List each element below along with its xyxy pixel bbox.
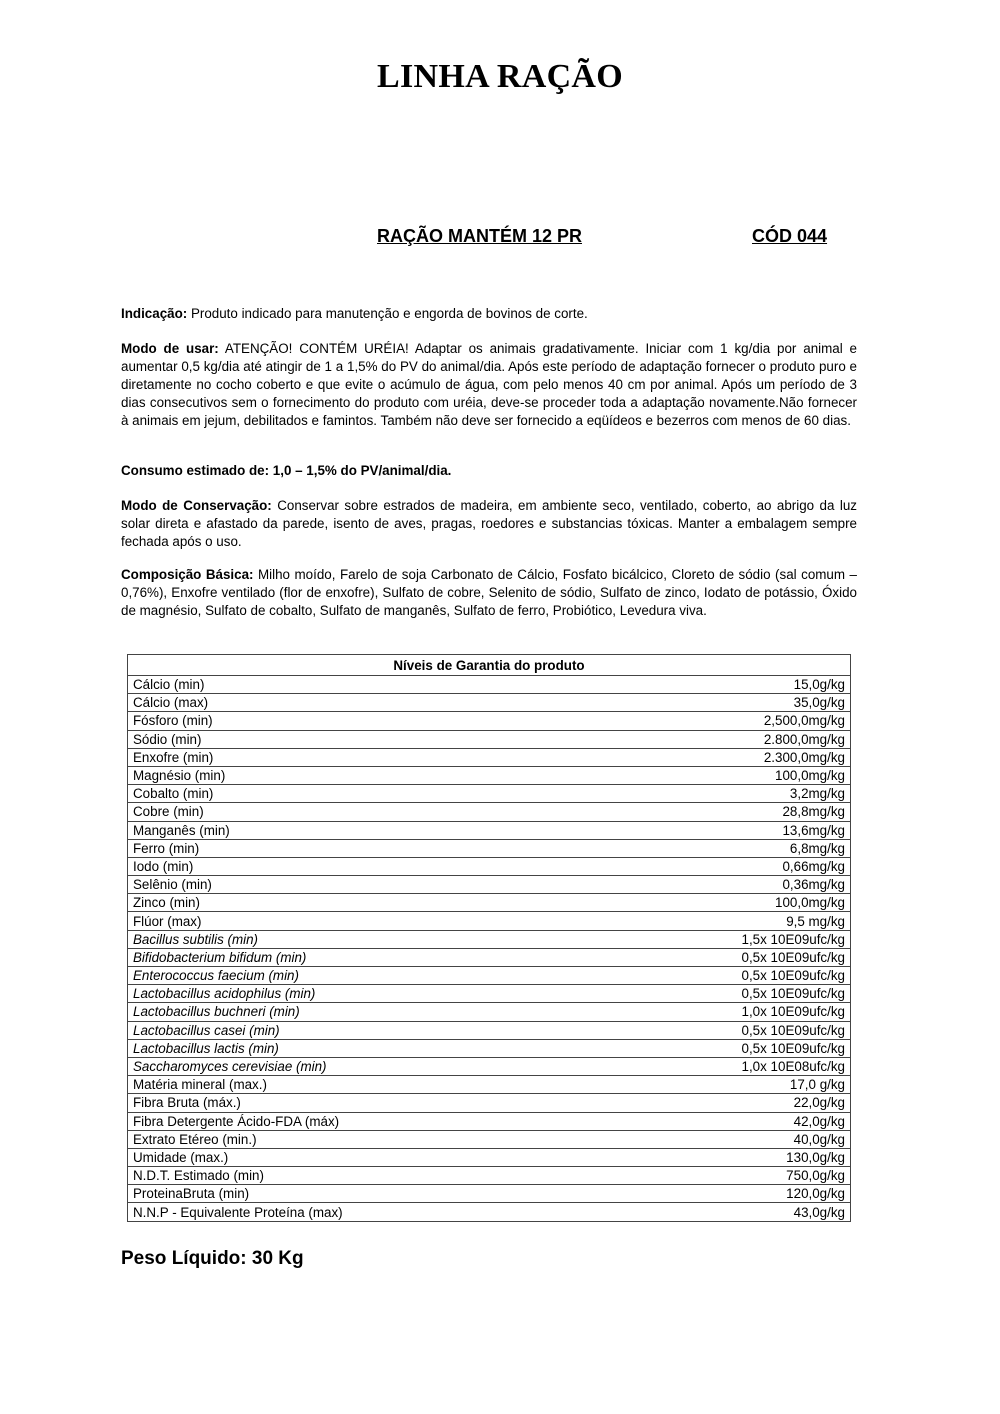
nutrient-value: 0,5x 10E09ufc/kg xyxy=(604,948,851,966)
nutrient-name: Saccharomyces cerevisiae (min) xyxy=(128,1057,604,1075)
nutrient-name: N.N.P - Equivalente Proteína (max) xyxy=(128,1203,604,1221)
nutrient-name: Manganês (min) xyxy=(128,821,604,839)
nutrient-value: 1,0x 10E08ufc/kg xyxy=(604,1057,851,1075)
page-title: LINHA RAÇÃO xyxy=(376,58,624,95)
nutrient-value: 0,5x 10E09ufc/kg xyxy=(604,1039,851,1057)
table-row xyxy=(128,1167,851,1185)
table-row xyxy=(128,948,851,966)
table-row xyxy=(128,912,851,930)
nutrient-name: Flúor (max) xyxy=(128,912,604,930)
nutrient-name: Magnésio (min) xyxy=(128,766,604,784)
nutrient-value: 2,500,0mg/kg xyxy=(604,712,851,730)
net-weight: Peso Líquido: 30 Kg xyxy=(121,1248,304,1269)
table-row xyxy=(128,839,851,857)
nutrient-name: Lactobacillus lactis (min) xyxy=(128,1039,604,1057)
nutrient-name: Bifidobacterium bifidum (min) xyxy=(128,948,604,966)
nutrient-value: 3,2mg/kg xyxy=(604,785,851,803)
nutrient-value: 0,5x 10E09ufc/kg xyxy=(604,985,851,1003)
table-row xyxy=(128,1076,851,1094)
table-row xyxy=(128,1094,851,1112)
modo-de-usar-label: Modo de usar: xyxy=(121,341,219,356)
table-row xyxy=(128,894,851,912)
consumo-text: Consumo estimado de: 1,0 – 1,5% do PV/animal/dia. xyxy=(121,463,452,478)
nutrient-name: Lactobacillus casei (min) xyxy=(128,1021,604,1039)
nutrient-value: 0,5x 10E09ufc/kg xyxy=(604,1021,851,1039)
conservacao-text: Conservar sobre estrados de madeira, em ambiente seco, ventilado, coberto, ao abrigo da luz solar direta e afastado da parede, isento de aves, pragas, roedores e substancias tóxicas. Manter a embalagem sempre fechada após o uso. xyxy=(121,498,858,549)
composicao-text: Milho moído, Farelo de soja Carbonato de Cálcio, Fosfato bicálcico, Cloreto de sódio (sal comum – 0,76%), Enxofre ventilado (flor de enxofre), Sulfato de cobre, Selenito de sódio, Sulfato de zinco, Iodato de potássio, Óxido de magnésio, Sulfato de cobalto, Sulfato de manganês, Sulfato de ferro, Probiótico, Levedura viva. xyxy=(121,567,857,618)
table-row xyxy=(128,1021,851,1039)
table-row xyxy=(128,1130,851,1148)
table-body xyxy=(128,676,851,1222)
table-row xyxy=(128,1003,851,1021)
nutrient-name: ProteinaBruta (min) xyxy=(128,1185,604,1203)
nutrient-name: Enxofre (min) xyxy=(128,748,604,766)
table-row xyxy=(128,1203,851,1221)
table-row xyxy=(128,803,851,821)
nutrient-name: Fósforo (min) xyxy=(128,712,604,730)
nutrient-value: 15,0g/kg xyxy=(604,676,851,694)
nutrient-value: 28,8mg/kg xyxy=(604,803,851,821)
section-consumo xyxy=(121,462,857,480)
table-row xyxy=(128,676,851,694)
nutrient-name: Cobre (min) xyxy=(128,803,604,821)
modo-de-usar-text: ATENÇÃO! CONTÉM URÉIA! Adaptar os animais gradativamente. Iniciar com 1 kg/dia por animal e aumentar 0,5 kg/dia até atingir de 1 a 1,5% do PV do animal/dia. Após este período de adaptação fornecer o produto puro e diretamente no cocho coberto e que evite o acúmulo de água, com pelo menos 40 cm por animal. Após um período de 3 dias consecutivos sem o fornecimento do produto com uréia, deve-se proceder toda a adaptação novamente.Não fornecer à animais em jejum, debilitados e famintos. Também não deve ser fornecido a eqüídeos e bezerros com menos de 60 dias. xyxy=(121,341,857,428)
nutrient-name: Cobalto (min) xyxy=(128,785,604,803)
nutrient-value: 1,5x 10E09ufc/kg xyxy=(604,930,851,948)
table-row xyxy=(128,712,851,730)
nutrient-value: 0,66mg/kg xyxy=(604,857,851,875)
nutrient-name: Extrato Etéreo (min.) xyxy=(128,1130,604,1148)
nutrient-name: Umidade (max.) xyxy=(128,1148,604,1166)
table-row xyxy=(128,730,851,748)
nutrient-value: 130,0g/kg xyxy=(604,1148,851,1166)
table-row xyxy=(128,766,851,784)
section-modo-de-conservacao xyxy=(121,497,857,551)
nutrient-name: Bacillus subtilis (min) xyxy=(128,930,604,948)
indicacao-text: Produto indicado para manutenção e engorda de bovinos de corte. xyxy=(187,306,588,321)
nutrient-name: Cálcio (max) xyxy=(128,694,604,712)
nutrient-value: 40,0g/kg xyxy=(604,1130,851,1148)
nutrient-name: N.D.T. Estimado (min) xyxy=(128,1167,604,1185)
nutrient-value: 750,0g/kg xyxy=(604,1167,851,1185)
table-row xyxy=(128,930,851,948)
nutrient-value: 1,0x 10E09ufc/kg xyxy=(604,1003,851,1021)
nutrient-name: Lactobacillus acidophilus (min) xyxy=(128,985,604,1003)
nutrient-value: 100,0mg/kg xyxy=(604,894,851,912)
table-row xyxy=(128,967,851,985)
nutrient-name: Fibra Bruta (máx.) xyxy=(128,1094,604,1112)
table-row xyxy=(128,1039,851,1057)
nutrient-value: 100,0mg/kg xyxy=(604,766,851,784)
table-row xyxy=(128,785,851,803)
section-modo-de-usar xyxy=(121,340,857,430)
nutrient-name: Sódio (min) xyxy=(128,730,604,748)
nutrient-name: Fibra Detergente Ácido-FDA (máx) xyxy=(128,1112,604,1130)
table-row xyxy=(128,1185,851,1203)
nutrient-value: 43,0g/kg xyxy=(604,1203,851,1221)
table-row xyxy=(128,1148,851,1166)
table-row xyxy=(128,821,851,839)
conservacao-label: Modo de Conservação: xyxy=(121,498,272,513)
guarantee-levels-table xyxy=(127,654,851,1222)
table-row xyxy=(128,1057,851,1075)
nutrient-name: Selênio (min) xyxy=(128,876,604,894)
section-composicao-basica xyxy=(121,566,857,620)
nutrient-value: 6,8mg/kg xyxy=(604,839,851,857)
table-row xyxy=(128,748,851,766)
nutrient-value: 120,0g/kg xyxy=(604,1185,851,1203)
nutrient-name: Lactobacillus buchneri (min) xyxy=(128,1003,604,1021)
nutrient-value: 9,5 mg/kg xyxy=(604,912,851,930)
nutrient-name: Zinco (min) xyxy=(128,894,604,912)
nutrient-name: Iodo (min) xyxy=(128,857,604,875)
composicao-label: Composição Básica: xyxy=(121,567,254,582)
table-row xyxy=(128,985,851,1003)
nutrient-name: Cálcio (min) xyxy=(128,676,604,694)
nutrient-value: 0,36mg/kg xyxy=(604,876,851,894)
nutrient-value: 13,6mg/kg xyxy=(604,821,851,839)
section-indicacao xyxy=(121,305,857,323)
table-row xyxy=(128,1112,851,1130)
nutrient-value: 22,0g/kg xyxy=(604,1094,851,1112)
table-row xyxy=(128,876,851,894)
indicacao-label: Indicação: xyxy=(121,306,188,321)
nutrient-value: 0,5x 10E09ufc/kg xyxy=(604,967,851,985)
nutrient-value: 2.300,0mg/kg xyxy=(604,748,851,766)
nutrient-value: 2.800,0mg/kg xyxy=(604,730,851,748)
product-name: RAÇÃO MANTÉM 12 PR xyxy=(377,226,583,246)
table-row xyxy=(128,694,851,712)
nutrient-value: 42,0g/kg xyxy=(604,1112,851,1130)
table-header: Níveis de Garantia do produto xyxy=(128,655,851,676)
nutrient-name: Enterococcus faecium (min) xyxy=(128,967,604,985)
nutrient-name: Ferro (min) xyxy=(128,839,604,857)
nutrient-value: 35,0g/kg xyxy=(604,694,851,712)
product-code: CÓD 044 xyxy=(752,226,828,246)
nutrient-value: 17,0 g/kg xyxy=(604,1076,851,1094)
table-row xyxy=(128,857,851,875)
nutrient-name: Matéria mineral (max.) xyxy=(128,1076,604,1094)
